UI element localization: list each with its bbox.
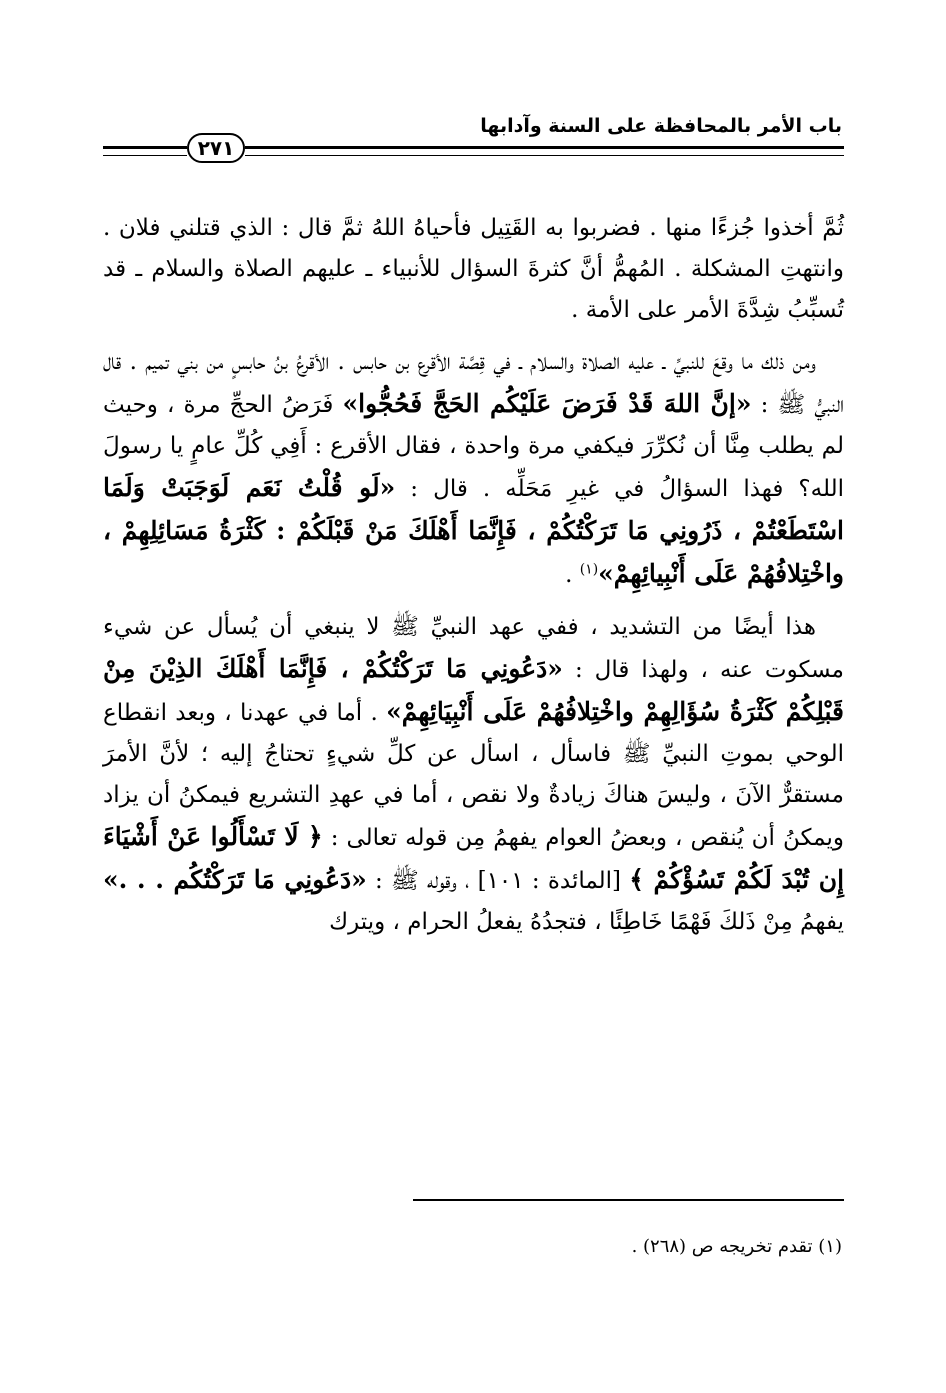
hadith-quote-1: «إنَّ اللهَ قَدْ فَرَضَ عَلَيْكُم الحَجَّ فَحُجُّوا» bbox=[342, 389, 752, 418]
p3-text-b: . أما في عهدنا ، وبعد انقطاع الوحي بموتِ النبيِّ ﷺ فاسأل ، اسأل عن كلِّ شيءٍ تحتاجُ إليه ؛ لأنَّ الأمرَ مستقرٌّ الآنَ ، وليسَ هناكَ زيادةٌ ولا نقص ، أما في عهدِ التشريع فيمكنُ أن يزاد ويمكنُ أن يُنقص ، وبعضُ العوام يفهمُ مِن قوله تعالى : bbox=[103, 700, 844, 851]
body-text bbox=[103, 208, 844, 943]
paragraph-3 bbox=[103, 607, 844, 943]
p1-text: ثُمَّ أخذوا جُزءًا منها . فضربوا به القَتِيل فأحياهُ اللهُ ثمَّ قال : الذي قتلني فلان . وانتهتِ المشكلة . المُهمُّ أنَّ كثرةَ السؤال للأنبياء ـ عليهم الصلاة والسلام ـ قد تُسبِّبُ شِدَّةَ الأمر على الأمة . bbox=[103, 215, 844, 323]
hadith-quote-4: «دَعُونِي مَا تَرَكْتُكُم . . .» bbox=[103, 865, 367, 894]
quran-verse: ﴿ لَا تَسْأَلُوا عَنْ أَشْيَاءَ إِن تُبْدَ لَكُمْ تَسُؤْكُمْ ﴾ bbox=[103, 822, 845, 894]
paragraph-1 bbox=[103, 208, 844, 331]
footnote: (١) تقدم تخريجه ص (٢٦٨) . bbox=[631, 1236, 842, 1257]
p2-text-a: ومن ذلك ما وقعَ للنبيِّ ـ عليه الصلاة والسلام ـ في قِصَّة الأقرع بن حابس . الأقرعُ بنُ حابسٍ من بني تميم . قال النبيُّ ﷺ : bbox=[103, 349, 845, 418]
footnote-separator bbox=[413, 1199, 844, 1201]
header-rule-right bbox=[245, 146, 844, 156]
paragraph-2 bbox=[103, 342, 844, 596]
footnote-ref[interactable]: (١) bbox=[579, 561, 599, 578]
p2-text-b: فَرَضُ الحجِّ مرة ، وحيث لم يطلب مِنَّا أن نُكرِّرَ فيكفي مرة واحدة ، فقال الأقرع : أَفِي كُلِّ عامٍ يا رسولَ الله؟ فهذا السؤالُ في غيرِ مَحَلِّه . قال : bbox=[103, 392, 844, 502]
page-number: ٢٧١ bbox=[187, 133, 245, 163]
running-title: باب الأمر بالمحافظة على السنة وآدابها bbox=[480, 115, 842, 137]
hadith-quote-3: «دَعُونِي مَا تَرَكْتُكُمْ ، فَإِنَّمَا أَهْلَكَ الذِيْنَ مِنْ قَبْلِكُمْ كَثْرَةُ سُؤَالِهِمْ واخْتِلافُهُمْ عَلَى أَنْبِيَائِهِمْ» bbox=[103, 654, 844, 726]
p3-text-c: [المائدة : ١٠١] ، وقوله ﷺ : bbox=[375, 868, 622, 894]
p3-text-d: يفهمُ مِنْ ذَلكَ فَهْمًا خَاطِئًا ، فتجدُهُ يفعلُ الحرام ، ويترك bbox=[329, 909, 844, 935]
header-rule-left bbox=[103, 146, 187, 156]
hadith-quote-2: «لَو قُلْتُ نَعَم لَوَجَبَتْ وَلَمَا اسْتَطَعْتُمْ ، ذَرُونِي مَا تَرَكْتُكُمْ ، فَإِنَّمَا أَهْلَكَ مَنْ قَبْلَكُمْ : كَثْرَةُ مَسَائِلِهِمْ ، واخْتِلافُهُمْ عَلَى أَنْبِيائِهِمْ» bbox=[103, 473, 844, 588]
p2-end: . bbox=[565, 562, 573, 588]
p3-text-a: هذا أيضًا من التشديد ، ففي عهد النبيِّ ﷺ لا ينبغي أن يُسأل عن شيء مسكوت عنه ، ولهذا قال : bbox=[103, 614, 845, 683]
